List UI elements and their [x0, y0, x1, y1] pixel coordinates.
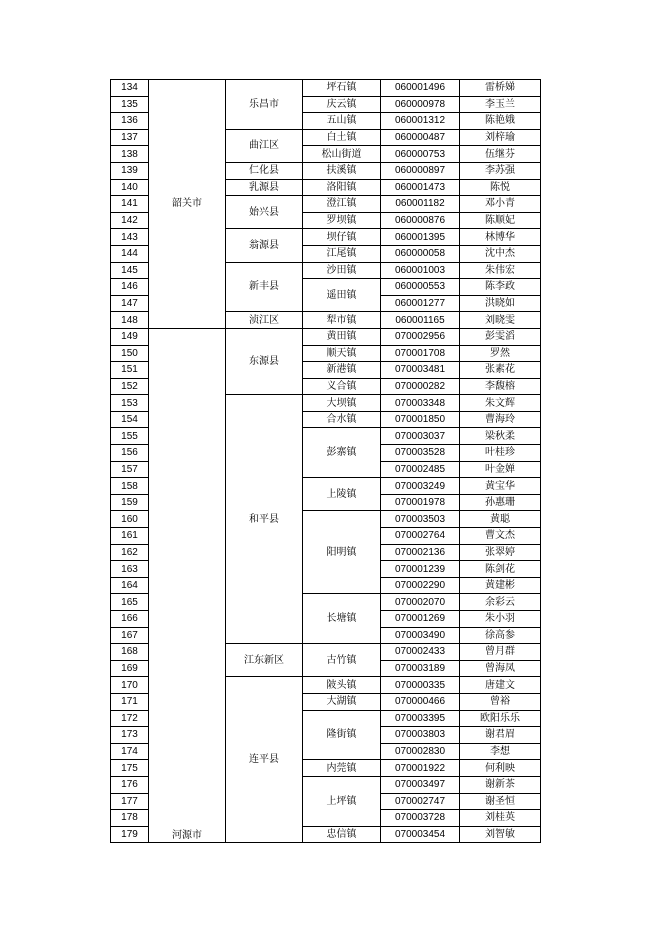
town-cell: 五山镇: [303, 113, 381, 130]
person-name-cell: 叶桂珍: [460, 445, 541, 462]
county-cell: 始兴县: [226, 196, 303, 229]
town-cell: 松山街道: [303, 146, 381, 163]
town-cell: 上陵镇: [303, 478, 381, 511]
row-number: 176: [111, 776, 149, 793]
code-cell: 070001922: [381, 760, 460, 777]
town-cell: 庆云镇: [303, 96, 381, 113]
row-number: 144: [111, 245, 149, 262]
town-cell: 洛阳镇: [303, 179, 381, 196]
person-name-cell: 曾月群: [460, 644, 541, 661]
row-number: 156: [111, 445, 149, 462]
town-cell: 义合镇: [303, 378, 381, 395]
code-cell: 070003249: [381, 478, 460, 495]
person-name-cell: 孙惠珊: [460, 494, 541, 511]
town-cell: 陂头镇: [303, 677, 381, 694]
town-cell: 大坝镇: [303, 395, 381, 412]
row-number: 153: [111, 395, 149, 412]
row-number: 154: [111, 411, 149, 428]
county-cell: 和平县: [226, 395, 303, 644]
code-cell: 060000978: [381, 96, 460, 113]
row-number: 157: [111, 461, 149, 478]
town-cell: 坪石镇: [303, 80, 381, 97]
person-name-cell: 梁秋柔: [460, 428, 541, 445]
town-cell: 大湖镇: [303, 693, 381, 710]
code-cell: 070002433: [381, 644, 460, 661]
row-number: 134: [111, 80, 149, 97]
town-cell: 遥田镇: [303, 279, 381, 312]
code-cell: 060000487: [381, 129, 460, 146]
code-cell: 070003497: [381, 776, 460, 793]
row-number: 163: [111, 561, 149, 578]
row-number: 150: [111, 345, 149, 362]
code-cell: 070002290: [381, 577, 460, 594]
person-name-cell: 朱文辉: [460, 395, 541, 412]
row-number: 178: [111, 810, 149, 827]
town-cell: 罗坝镇: [303, 212, 381, 229]
code-cell: 070002485: [381, 461, 460, 478]
code-cell: 070003490: [381, 627, 460, 644]
code-cell: 070003454: [381, 826, 460, 843]
town-cell: 彭寨镇: [303, 428, 381, 478]
code-cell: 070003395: [381, 710, 460, 727]
row-number: 143: [111, 229, 149, 246]
code-cell: 070002764: [381, 528, 460, 545]
code-cell: 070003481: [381, 362, 460, 379]
person-name-cell: 黄建彬: [460, 577, 541, 594]
code-cell: 070003037: [381, 428, 460, 445]
row-number: 135: [111, 96, 149, 113]
code-cell: 070003803: [381, 727, 460, 744]
person-name-cell: 朱伟宏: [460, 262, 541, 279]
row-number: 137: [111, 129, 149, 146]
town-cell: 白土镇: [303, 129, 381, 146]
code-cell: 060001277: [381, 295, 460, 312]
code-cell: 070002830: [381, 743, 460, 760]
person-name-cell: 张素花: [460, 362, 541, 379]
county-cell: 翁源县: [226, 229, 303, 262]
person-name-cell: 张翠婷: [460, 544, 541, 561]
person-name-cell: 曾海凤: [460, 660, 541, 677]
city-cell: 韶关市: [149, 80, 226, 329]
person-name-cell: 何利映: [460, 760, 541, 777]
person-name-cell: 黄聪: [460, 511, 541, 528]
person-name-cell: 余彩云: [460, 594, 541, 611]
row-number: 136: [111, 113, 149, 130]
row-number: 151: [111, 362, 149, 379]
person-name-cell: 陈李政: [460, 279, 541, 296]
town-cell: 扶溪镇: [303, 162, 381, 179]
row-number: 171: [111, 693, 149, 710]
code-cell: 070003503: [381, 511, 460, 528]
code-cell: 070000466: [381, 693, 460, 710]
county-cell: 连平县: [226, 677, 303, 843]
row-number: 146: [111, 279, 149, 296]
table-row: [111, 80, 541, 97]
records-table: [110, 79, 541, 843]
county-cell: 曲江区: [226, 129, 303, 162]
person-name-cell: 叶金婵: [460, 461, 541, 478]
person-name-cell: 陈顺妃: [460, 212, 541, 229]
row-number: 145: [111, 262, 149, 279]
town-cell: 内莞镇: [303, 760, 381, 777]
row-number: 138: [111, 146, 149, 163]
code-cell: 060000753: [381, 146, 460, 163]
person-name-cell: 黄宝华: [460, 478, 541, 495]
row-number: 162: [111, 544, 149, 561]
town-cell: 长塘镇: [303, 594, 381, 644]
row-number: 179: [111, 826, 149, 843]
person-name-cell: 林博华: [460, 229, 541, 246]
county-cell: 新丰县: [226, 262, 303, 312]
row-number: 169: [111, 660, 149, 677]
town-cell: 坝仔镇: [303, 229, 381, 246]
person-name-cell: 刘梓瑜: [460, 129, 541, 146]
town-cell: 犁市镇: [303, 312, 381, 329]
county-cell: 乳源县: [226, 179, 303, 196]
row-number: 177: [111, 793, 149, 810]
code-cell: 060000897: [381, 162, 460, 179]
person-name-cell: 李馥榕: [460, 378, 541, 395]
code-cell: 060001496: [381, 80, 460, 97]
row-number: 165: [111, 594, 149, 611]
row-number: 164: [111, 577, 149, 594]
code-cell: 070002070: [381, 594, 460, 611]
county-cell: 乐昌市: [226, 80, 303, 130]
code-cell: 060001473: [381, 179, 460, 196]
person-name-cell: 徐高参: [460, 627, 541, 644]
person-name-cell: 刘智敏: [460, 826, 541, 843]
person-name-cell: 谢新茶: [460, 776, 541, 793]
row-number: 173: [111, 727, 149, 744]
code-cell: 070000282: [381, 378, 460, 395]
code-cell: 060001165: [381, 312, 460, 329]
code-cell: 070000335: [381, 677, 460, 694]
person-name-cell: 陈悦: [460, 179, 541, 196]
row-number: 142: [111, 212, 149, 229]
code-cell: 070003189: [381, 660, 460, 677]
row-number: 175: [111, 760, 149, 777]
town-cell: 沙田镇: [303, 262, 381, 279]
row-number: 160: [111, 511, 149, 528]
person-name-cell: 曹海玲: [460, 411, 541, 428]
county-cell: 仁化县: [226, 162, 303, 179]
person-name-cell: 陈剑花: [460, 561, 541, 578]
person-name-cell: 朱小羽: [460, 611, 541, 628]
person-name-cell: 曹文杰: [460, 528, 541, 545]
code-cell: 070003728: [381, 810, 460, 827]
code-cell: 060001395: [381, 229, 460, 246]
town-cell: 合水镇: [303, 411, 381, 428]
row-number: 140: [111, 179, 149, 196]
records-table-body: [111, 80, 541, 843]
row-number: 141: [111, 196, 149, 213]
person-name-cell: 曾裕: [460, 693, 541, 710]
person-name-cell: 刘桂英: [460, 810, 541, 827]
code-cell: 070001978: [381, 494, 460, 511]
row-number: 152: [111, 378, 149, 395]
row-number: 170: [111, 677, 149, 694]
person-name-cell: 彭雯滔: [460, 328, 541, 345]
code-cell: 060000876: [381, 212, 460, 229]
person-name-cell: 罗然: [460, 345, 541, 362]
town-cell: 新港镇: [303, 362, 381, 379]
town-cell: 澄江镇: [303, 196, 381, 213]
county-cell: 江东新区: [226, 644, 303, 677]
row-number: 148: [111, 312, 149, 329]
code-cell: 060000553: [381, 279, 460, 296]
row-number: 159: [111, 494, 149, 511]
code-cell: 060001003: [381, 262, 460, 279]
row-number: 149: [111, 328, 149, 345]
code-cell: 070001850: [381, 411, 460, 428]
town-cell: 隆街镇: [303, 710, 381, 760]
code-cell: 070001269: [381, 611, 460, 628]
person-name-cell: 沈中杰: [460, 245, 541, 262]
code-cell: 070001239: [381, 561, 460, 578]
person-name-cell: 唐建文: [460, 677, 541, 694]
person-name-cell: 刘晓雯: [460, 312, 541, 329]
code-cell: 070003348: [381, 395, 460, 412]
code-cell: 070002136: [381, 544, 460, 561]
town-cell: 黄田镇: [303, 328, 381, 345]
row-number: 155: [111, 428, 149, 445]
person-name-cell: 谢君眉: [460, 727, 541, 744]
county-cell: 浈江区: [226, 312, 303, 329]
code-cell: 060001312: [381, 113, 460, 130]
town-cell: 上坪镇: [303, 776, 381, 826]
row-number: 166: [111, 611, 149, 628]
row-number: 174: [111, 743, 149, 760]
code-cell: 070003528: [381, 445, 460, 462]
person-name-cell: 欧阳乐乐: [460, 710, 541, 727]
person-name-cell: 李玉兰: [460, 96, 541, 113]
code-cell: 060001182: [381, 196, 460, 213]
person-name-cell: 陈艳娥: [460, 113, 541, 130]
county-cell: 东源县: [226, 328, 303, 394]
person-name-cell: 李苏强: [460, 162, 541, 179]
town-cell: 忠信镇: [303, 826, 381, 843]
row-number: 139: [111, 162, 149, 179]
person-name-cell: 李想: [460, 743, 541, 760]
table-row: [111, 328, 541, 345]
row-number: 147: [111, 295, 149, 312]
person-name-cell: 雷桥娣: [460, 80, 541, 97]
row-number: 158: [111, 478, 149, 495]
row-number: 172: [111, 710, 149, 727]
row-number: 161: [111, 528, 149, 545]
row-number: 167: [111, 627, 149, 644]
town-cell: 顺天镇: [303, 345, 381, 362]
town-cell: 阳明镇: [303, 511, 381, 594]
person-name-cell: 邓小青: [460, 196, 541, 213]
code-cell: 060000058: [381, 245, 460, 262]
person-name-cell: 谢圣恒: [460, 793, 541, 810]
city-cell: 河源市: [149, 328, 226, 842]
row-number: 168: [111, 644, 149, 661]
code-cell: 070001708: [381, 345, 460, 362]
code-cell: 070002956: [381, 328, 460, 345]
person-name-cell: 伍继芬: [460, 146, 541, 163]
town-cell: 江尾镇: [303, 245, 381, 262]
person-name-cell: 洪晓如: [460, 295, 541, 312]
town-cell: 古竹镇: [303, 644, 381, 677]
code-cell: 070002747: [381, 793, 460, 810]
